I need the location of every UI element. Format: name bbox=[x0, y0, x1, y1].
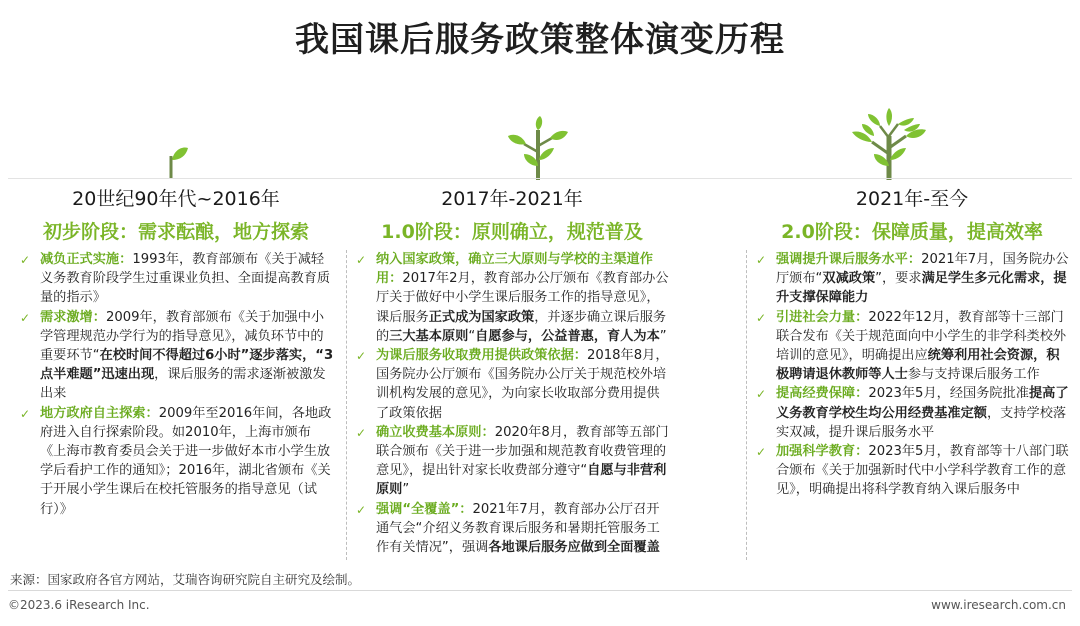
policy-text: ，支持学校落实双减，提升课后服务水平 bbox=[776, 405, 1067, 440]
policy-item bbox=[352, 346, 672, 423]
policy-text: 正式成为国家政策 bbox=[428, 309, 535, 325]
policy-text: 2022年12月，教育部等十三部门联合发布《关于规范面向中小学生的非学科类校外培训的意见》，明确提出应 bbox=[776, 309, 1067, 364]
tree-icon bbox=[852, 108, 926, 180]
policy-text: ，课后服务的需求逐渐被激发出来 bbox=[40, 367, 326, 402]
policy-list bbox=[16, 250, 336, 519]
policy-text: ” bbox=[402, 482, 410, 498]
policy-text: 参与支持课后服务工作 bbox=[907, 367, 1040, 383]
check-icon: ✓ bbox=[20, 310, 31, 325]
policy-text: 统筹利用社会资源，积极聘请退休教师等人士 bbox=[776, 348, 1060, 383]
check-icon: ✓ bbox=[20, 253, 31, 267]
policy-heading: 提高经费保障： bbox=[776, 386, 869, 402]
policy-text: 1993年，教育部颁布《关于减轻义务教育阶段学生过重课业负担、全面提高教育质量的指示》 bbox=[40, 252, 331, 306]
policy-item bbox=[352, 250, 672, 346]
policy-text: ”迅速出现 bbox=[92, 367, 155, 383]
check-icon: ✓ bbox=[356, 349, 367, 364]
stage-label: 1.0阶段：原则确立，规范普及 bbox=[381, 221, 643, 243]
policy-heading: 地方政府自主探索： bbox=[40, 405, 159, 421]
check-icon: ✓ bbox=[20, 406, 31, 421]
policy-heading: 确立收费基本原则： bbox=[376, 424, 495, 440]
policy-text: ” bbox=[659, 328, 667, 344]
policy-text: 三大基本原则 bbox=[389, 328, 469, 344]
period-label: 2017年-2021年 bbox=[441, 188, 583, 210]
policy-text: 3点半难题 bbox=[40, 348, 334, 383]
policy-item bbox=[752, 442, 1072, 500]
policy-list bbox=[752, 250, 1072, 500]
policy-text: 自愿与非营利原则 bbox=[376, 463, 667, 498]
policy-heading: 强调提升课后服务水平： bbox=[776, 252, 922, 267]
sprout-icon bbox=[160, 138, 190, 178]
source-note: 来源：国家政府各官方网站，艾瑞咨询研究院自主研究及绘制。 bbox=[10, 572, 361, 587]
header-divider bbox=[8, 178, 1072, 179]
policy-text: ，并逐步确立课后服务的 bbox=[376, 309, 667, 344]
policy-text: 满足学生多元化需求，提升支撑保障能力 bbox=[776, 271, 1067, 306]
column-separator bbox=[746, 250, 747, 560]
policy-heading: 强调“全覆盖”： bbox=[376, 501, 473, 517]
stage-label: 初步阶段：需求酝酿，地方探索 bbox=[42, 221, 309, 243]
check-icon: ✓ bbox=[356, 502, 367, 517]
policy-heading: 引进社会力量： bbox=[776, 309, 869, 325]
policy-text: 2009年，教育部颁布《关于加强中小学管理规范办学行为的指导意见》，减负环节中的重要环节“ bbox=[40, 309, 325, 364]
policy-heading: 需求激增： bbox=[40, 309, 106, 325]
check-icon: ✓ bbox=[756, 445, 767, 460]
policy-text: 2021年7月，教育部办公厅召开通气会“介绍义务教育课后服务和暑期托管服务工作有关情况”，强调 bbox=[376, 501, 660, 556]
policy-text: ”逐步落实，“ bbox=[240, 348, 324, 364]
policy-item bbox=[16, 404, 336, 519]
column-separator bbox=[346, 250, 347, 560]
page-title: 我国课后服务政策整体演变历程 bbox=[295, 20, 785, 60]
timeline-column-2 bbox=[352, 186, 672, 557]
policy-heading: 加强科学教育： bbox=[776, 444, 869, 460]
check-icon: ✓ bbox=[356, 253, 367, 267]
period-label: 2021年-至今 bbox=[855, 188, 969, 210]
policy-heading: 为课后服务收取费用提供政策依据： bbox=[376, 348, 587, 364]
policy-item bbox=[16, 250, 336, 308]
policy-text: 在校时间不得超过6小时 bbox=[99, 348, 241, 364]
policy-item bbox=[752, 250, 1072, 308]
policy-text: 各地课后服务应做到全面覆盖 bbox=[488, 540, 660, 556]
check-icon: ✓ bbox=[756, 387, 767, 402]
policy-text: 自愿参与，公益普惠，育人为本 bbox=[475, 328, 660, 344]
policy-text: 2017年2月，教育部办公厅颁布《教育部办公厅关于做好中小学生课后服务工作的指导意见》，课后服务 bbox=[376, 271, 669, 325]
policy-heading: 纳入国家政策，确立三大原则与学校的主渠道作用： bbox=[376, 252, 653, 287]
policy-item bbox=[16, 308, 336, 404]
check-icon: ✓ bbox=[756, 310, 767, 325]
copyright-text: ©2023.6 iResearch Inc. bbox=[8, 598, 150, 612]
policy-text: 2009年至2016年间，各地政府进入自行探索阶段。如2010年，上海市颁布《上海市教育委员会关于进一步做好本市小学生放学后看护工作的通知》；2016年，湖北省颁布《关于开展小学生课后在校托管服务的指导意见（试行）》 bbox=[40, 405, 332, 517]
stage-label: 2.0阶段：保障质量，提高效率 bbox=[781, 221, 1043, 243]
policy-text: ”，要求 bbox=[875, 271, 922, 287]
timeline-column-1 bbox=[16, 186, 336, 519]
check-icon: ✓ bbox=[756, 253, 767, 267]
policy-item bbox=[352, 500, 672, 558]
policy-list bbox=[352, 250, 672, 557]
timeline-column-3 bbox=[752, 186, 1072, 500]
policy-text: 2018年8月，国务院办公厅颁布《国务院办公厅关于规范校外培训机构发展的意见》，为向家长收取部分费用提供了政策依据 bbox=[376, 348, 669, 421]
sapling-icon bbox=[508, 116, 568, 180]
policy-heading: 减负正式实施： bbox=[40, 252, 133, 267]
website-link[interactable]: www.iresearch.com.cn bbox=[931, 598, 1066, 612]
policy-text: 2020年8月，教育部等五部门联合颁布《关于进一步加强和规范教育收费管理的意见》，提出针对家长收费部分遵守“ bbox=[376, 424, 669, 479]
check-icon: ✓ bbox=[356, 425, 367, 440]
policy-item bbox=[352, 423, 672, 500]
policy-text: 提高了义务教育学校生均公用经费基准定额 bbox=[776, 386, 1069, 421]
policy-text: 2023年5月，教育部等十八部门联合颁布《关于加强新时代中小学科学教育工作的意见》，明确提出将科学教育纳入课后服务中 bbox=[776, 444, 1069, 498]
policy-item bbox=[752, 308, 1072, 385]
policy-item bbox=[752, 384, 1072, 442]
period-label: 20世纪90年代~2016年 bbox=[72, 188, 280, 210]
policy-text: 2023年5月，经国务院批准 bbox=[868, 386, 1029, 402]
footer-divider bbox=[8, 590, 1072, 591]
policy-text: “ bbox=[468, 328, 476, 344]
policy-text: 双减政策 bbox=[822, 271, 876, 287]
policy-text: 2021年7月，国务院办公厅颁布“ bbox=[776, 252, 1069, 287]
